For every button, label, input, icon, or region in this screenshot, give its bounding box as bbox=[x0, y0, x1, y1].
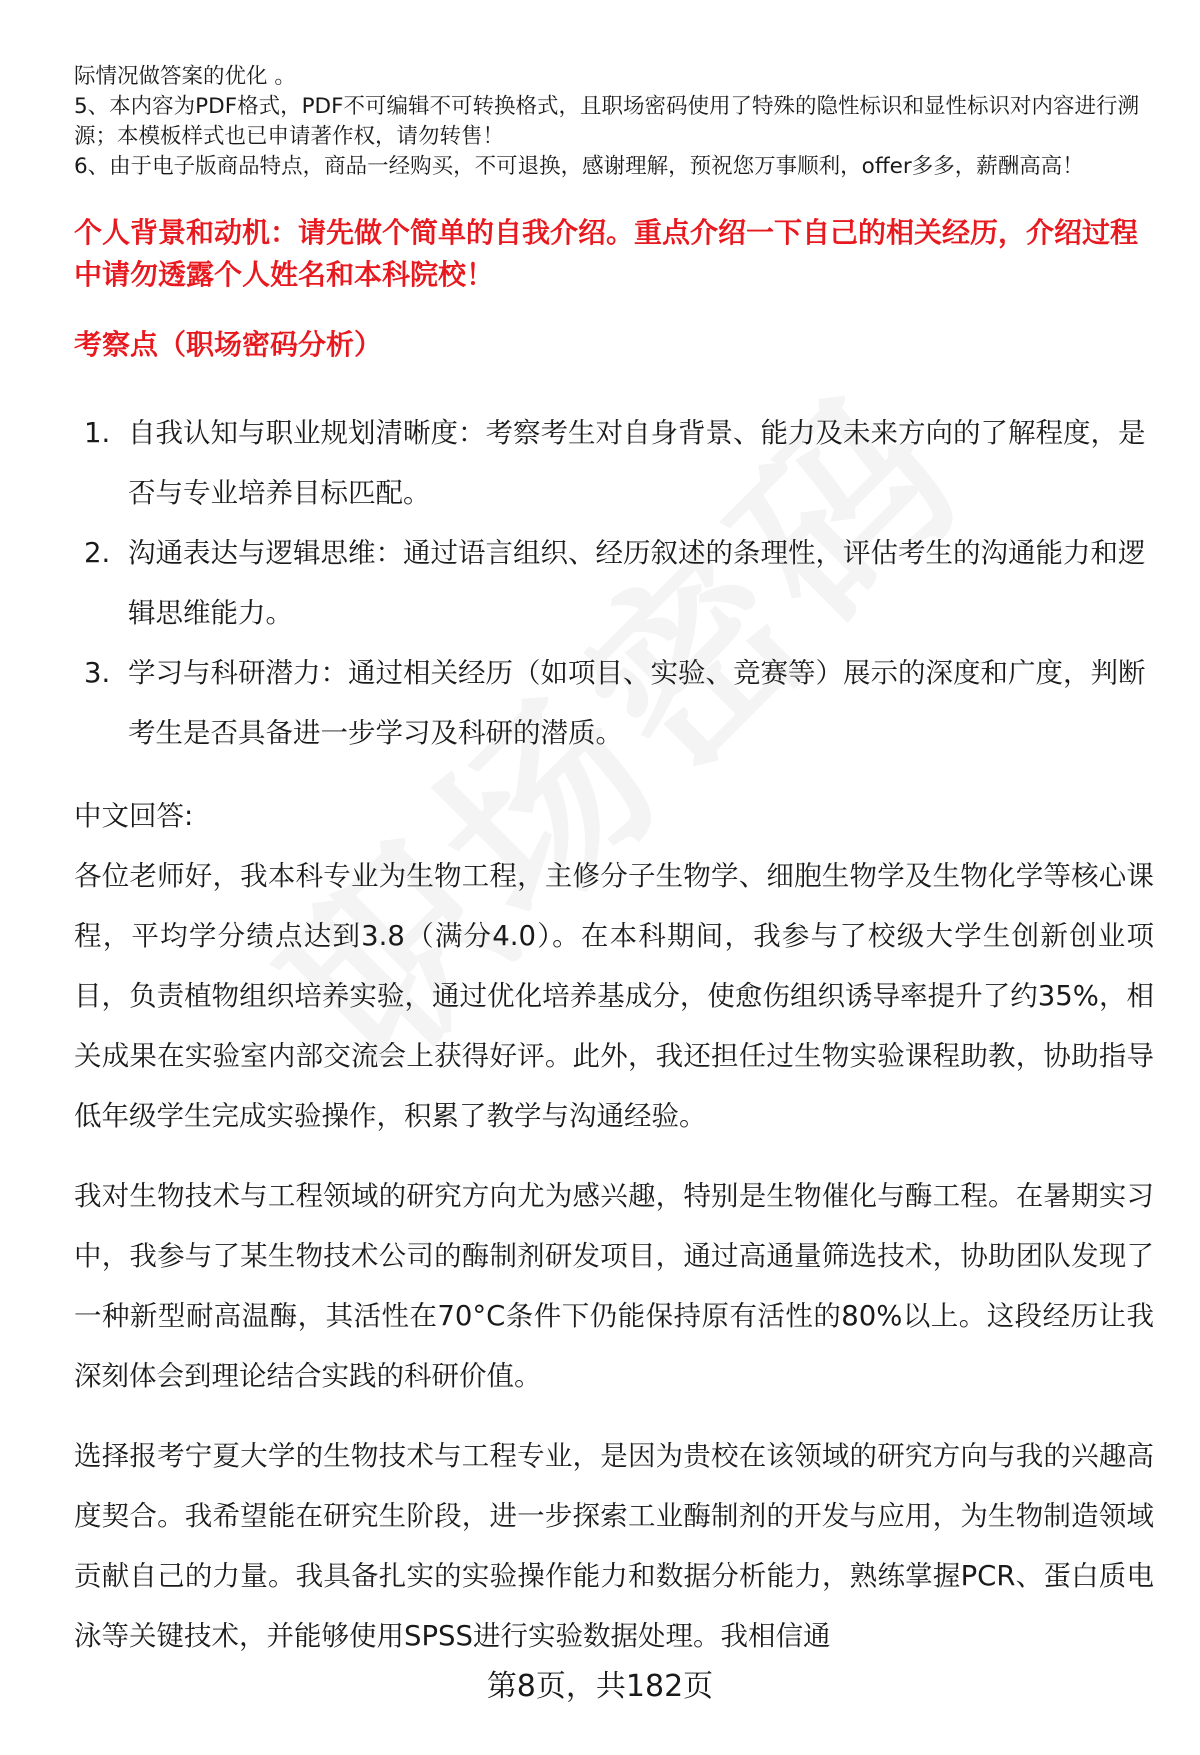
note-line: 5、本内容为PDF格式，PDF不可编辑不可转换格式，且职场密码使用了特殊的隐性标识和显性标识对内容进行溯源；本模板样式也已申请著作权，请勿转售！ bbox=[74, 94, 1139, 149]
point-number: 3. bbox=[84, 657, 111, 689]
answer-paragraph: 各位老师好，我本科专业为生物工程，主修分子生物学、细胞生物学及生物化学等核心课程，平均学分绩点达到3.8（满分4.0）。在本科期间，我参与了校级大学生创新创业项目，负责植物组织培养实验，通过优化培养基成分，使愈伤组织诱导率提升了约35%，相关成果在实验室内部交流会上获得好评。此外，我还担任过生物实验课程助教，协助指导低年级学生完成实验操作，积累了教学与沟通经验。 bbox=[74, 860, 1154, 1132]
point-number: 2. bbox=[84, 537, 111, 569]
point-text: 沟通表达与逻辑思维：通过语言组织、经历叙述的条理性，评估考生的沟通能力和逻辑思维能力。 bbox=[128, 537, 1146, 629]
note-line: 际情况做答案的优化 。 bbox=[74, 64, 296, 89]
assessment-point bbox=[74, 643, 1154, 763]
answer-label: 中文回答: bbox=[74, 800, 194, 832]
question-heading: 个人背景和动机：请先做个简单的自我介绍。重点介绍一下自己的相关经历，介绍过程中请勿透露个人姓名和本科院校！ bbox=[74, 216, 1139, 291]
page-footer: 第8页，共182页 bbox=[486, 1669, 714, 1704]
note-line: 6、由于电子版商品特点，商品一经购买，不可退换，感谢理解，预祝您万事顺利，offer多多，薪酬高高！ bbox=[74, 154, 1084, 179]
point-number: 1. bbox=[84, 417, 111, 449]
assessment-point bbox=[74, 523, 1154, 643]
notes-section bbox=[74, 62, 1154, 182]
assessment-point bbox=[74, 403, 1154, 523]
point-text: 学习与科研潜力：通过相关经历（如项目、实验、竞赛等）展示的深度和广度，判断考生是否具备进一步学习及科研的潜质。 bbox=[128, 657, 1146, 749]
points-heading: 考察点（职场密码分析） bbox=[74, 328, 383, 361]
point-text: 自我认知与职业规划清晰度：考察考生对自身背景、能力及未来方向的了解程度，是否与专业培养目标匹配。 bbox=[128, 417, 1146, 509]
answer-paragraph: 我对生物技术与工程领域的研究方向尤为感兴趣，特别是生物催化与酶工程。在暑期实习中，我参与了某生物技术公司的酶制剂研发项目，通过高通量筛选技术，协助团队发现了一种新型耐高温酶，其活性在70°C条件下仍能保持原有活性的80%以上。这段经历让我深刻体会到理论结合实践的科研价值。 bbox=[74, 1180, 1154, 1392]
answer-section bbox=[74, 786, 1154, 1666]
answer-paragraph: 选择报考宁夏大学的生物技术与工程专业，是因为贵校在该领域的研究方向与我的兴趣高度契合。我希望能在研究生阶段，进一步探索工业酶制剂的开发与应用，为生物制造领域贡献自己的力量。我具备扎实的实验操作能力和数据分析能力，熟练掌握PCR、蛋白质电泳等关键技术，并能够使用SPSS进行实验数据处理。我相信通 bbox=[74, 1440, 1154, 1652]
assessment-points-list bbox=[74, 403, 1154, 763]
